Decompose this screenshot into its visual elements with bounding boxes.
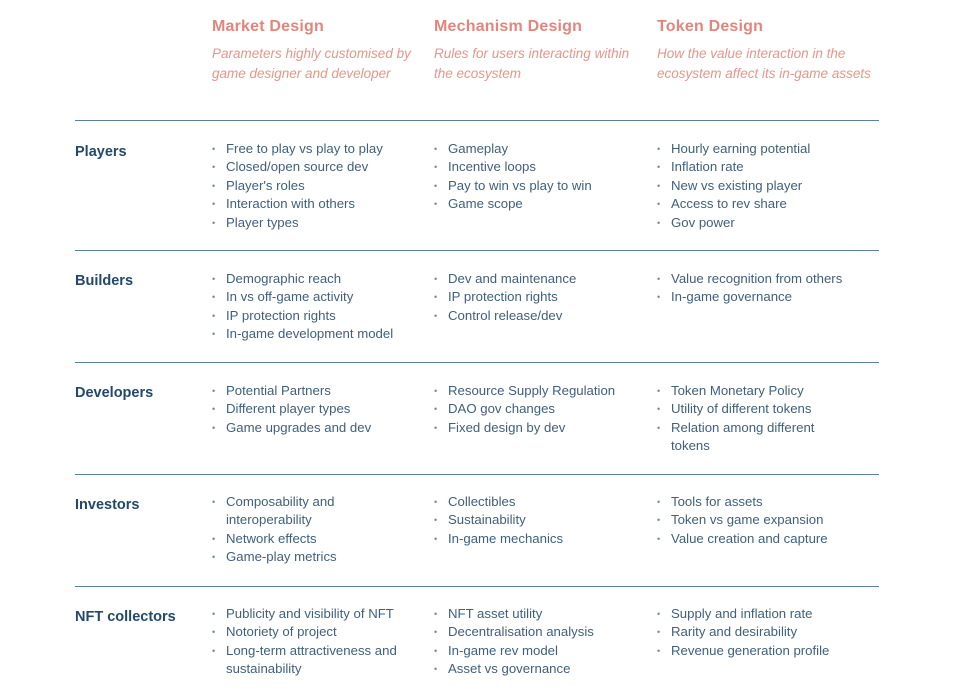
list-item: • Sustainability — [434, 511, 649, 529]
list-item: • Dev and maintenance — [434, 270, 649, 288]
token-design-cell — [657, 605, 872, 660]
column-subtitle: How the value interaction in the ecosystem affect its in-game assets — [657, 46, 871, 81]
list-item: • Long-term attractiveness and sustainability — [212, 642, 427, 679]
list-item: • Game scope — [434, 195, 649, 213]
list-item: • In-game mechanics — [434, 530, 649, 548]
list-item: • Decentralisation analysis — [434, 623, 649, 641]
list-item: • IP protection rights — [434, 288, 649, 306]
list-item: • Publicity and visibility of NFT — [212, 605, 427, 623]
list-item: • Resource Supply Regulation — [434, 382, 649, 400]
header-market-design — [212, 16, 427, 83]
list-item: • Token Monetary Policy — [657, 382, 837, 400]
column-subtitle: Rules for users interacting within the ecosystem — [434, 46, 630, 81]
list-item: • Access to rev share — [657, 195, 872, 213]
list-item: • Gov power — [657, 214, 872, 232]
list-item: • Demographic reach — [212, 270, 427, 288]
list-item: • Supply and inflation rate — [657, 605, 872, 623]
row-label: Investors — [75, 497, 140, 513]
row-divider — [75, 586, 879, 587]
header-token-design — [657, 16, 872, 83]
list-item: • Gameplay — [434, 140, 649, 158]
row-divider — [75, 250, 879, 251]
mechanism-design-cell — [434, 605, 649, 679]
list-item: • Game-play metrics — [212, 548, 362, 566]
list-item: • In-game governance — [657, 288, 872, 306]
list-item: • In-game rev model — [434, 642, 649, 660]
list-item: • Player types — [212, 214, 427, 232]
row-label: NFT collectors — [75, 609, 176, 625]
market-design-cell — [212, 140, 427, 232]
list-item: • Incentive loops — [434, 158, 649, 176]
mechanism-design-cell — [434, 382, 649, 437]
list-item: • Utility of different tokens — [657, 400, 837, 418]
list-item: • Asset vs governance — [434, 660, 649, 678]
list-item: • Free to play vs play to play — [212, 140, 427, 158]
list-item: • Closed/open source dev — [212, 158, 427, 176]
list-item: • New vs existing player — [657, 177, 872, 195]
list-item: • Different player types — [212, 400, 427, 418]
list-item: • Value creation and capture — [657, 530, 872, 548]
token-design-cell — [657, 140, 872, 232]
list-item: • Network effects — [212, 530, 362, 548]
list-item: • Token vs game expansion — [657, 511, 872, 529]
list-item: • Value recognition from others — [657, 270, 872, 288]
list-item: • Notoriety of project — [212, 623, 427, 641]
list-item: • Tools for assets — [657, 493, 872, 511]
column-title: Mechanism Design — [434, 18, 583, 35]
header-mechanism-design — [434, 16, 649, 83]
row-label: Builders — [75, 273, 134, 289]
mechanism-design-cell — [434, 270, 649, 325]
token-design-cell — [657, 270, 872, 307]
list-item: • Collectibles — [434, 493, 649, 511]
list-item: • Pay to win vs play to win — [434, 177, 649, 195]
list-item: • DAO gov changes — [434, 400, 649, 418]
column-subtitle: Parameters highly customised by game designer and developer — [212, 46, 411, 81]
market-design-cell — [212, 493, 362, 567]
list-item: • In-game development model — [212, 325, 427, 343]
column-title: Token Design — [657, 18, 764, 35]
mechanism-design-cell — [434, 140, 649, 214]
list-item: • Hourly earning potential — [657, 140, 872, 158]
list-item: • Potential Partners — [212, 382, 427, 400]
market-design-cell — [212, 605, 427, 679]
list-item: • Revenue generation profile — [657, 642, 872, 660]
row-label: Developers — [75, 385, 154, 401]
mechanism-design-cell — [434, 493, 649, 548]
list-item: • Player's roles — [212, 177, 427, 195]
list-item: • Game upgrades and dev — [212, 419, 427, 437]
row-divider — [75, 474, 879, 475]
row-divider — [75, 362, 879, 363]
list-item: • In vs off-game activity — [212, 288, 427, 306]
list-item: • Rarity and desirability — [657, 623, 872, 641]
token-design-cell — [657, 493, 872, 548]
row-label: Players — [75, 144, 127, 160]
list-item: • Fixed design by dev — [434, 419, 649, 437]
list-item: • Inflation rate — [657, 158, 872, 176]
market-design-cell — [212, 270, 427, 344]
list-item: • Composability and interoperability — [212, 493, 362, 530]
column-title: Market Design — [212, 18, 324, 35]
list-item: • IP protection rights — [212, 307, 427, 325]
list-item: • Relation among different tokens — [657, 419, 837, 456]
token-design-cell — [657, 382, 837, 456]
market-design-cell — [212, 382, 427, 437]
list-item: • Control release/dev — [434, 307, 649, 325]
row-divider — [75, 120, 879, 121]
list-item: • Interaction with others — [212, 195, 427, 213]
list-item: • NFT asset utility — [434, 605, 649, 623]
